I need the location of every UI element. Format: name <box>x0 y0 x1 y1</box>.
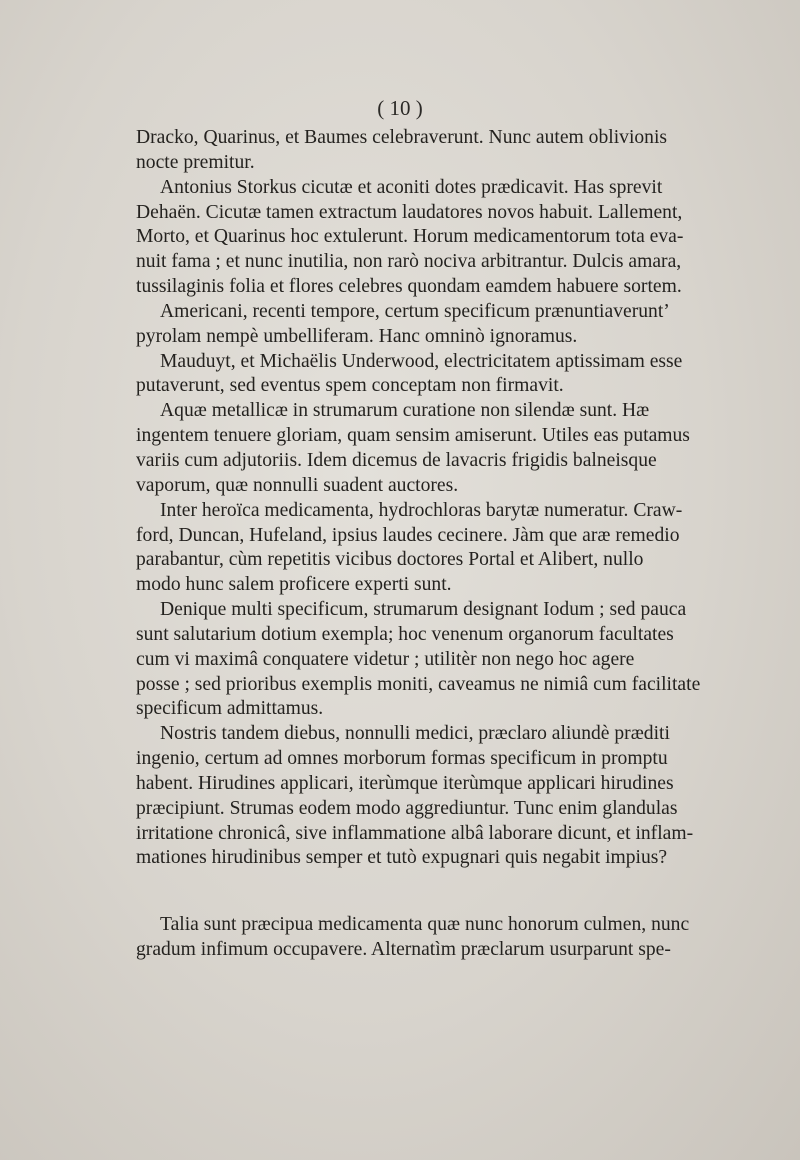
text-line: Dracko, Quarinus, et Baumes celebraverunt. Nunc autem oblivionis <box>136 127 668 148</box>
text-line: cum vi maximâ conquatere videtur ; utilitèr non nego hoc agere <box>136 648 635 670</box>
text-line: mationes hirudinibus semper et tutò expugnari quis negabit impius? <box>136 847 668 869</box>
paragraph-gap <box>136 871 772 913</box>
paragraph <box>136 722 772 871</box>
text-line: parabantur, cùm repetitis vicibus doctores Portal et Alibert, nullo <box>136 549 644 571</box>
text-line: gradum infimum occupavere. Alternatìm præclarum usurparunt spe- <box>136 939 671 961</box>
paragraph <box>136 350 772 400</box>
text-line: Dehaën. Cicutæ tamen extractum laudatores novos habuit. Lallement, <box>136 201 683 223</box>
text-line: variis cum adjutoriis. Idem dicemus de lavacris frigidis balneisque <box>136 449 657 471</box>
text-line: pyrolam nempè umbelliferam. Hanc omninò ignoramus. <box>136 325 578 347</box>
text-line: vaporum, quæ nonnulli suadent auctores. <box>136 474 459 496</box>
text-line: nocte premitur. <box>136 151 255 173</box>
text-line: nuit fama ; et nunc inutilia, non rarò nociva arbitrantur. Dulcis amara, <box>136 251 682 273</box>
text-line: ingentem tenuere gloriam, quam sensim amiserunt. Utiles eas putamus <box>136 425 690 447</box>
text-line: Antonius Storkus cicutæ et aconiti dotes prædicavit. Has sprevit <box>160 176 663 198</box>
text-line: irritatione chronicâ, sive inflammatione albâ laborare dicunt, et inflam- <box>136 822 694 844</box>
text-line: Inter heroïca medicamenta, hydrochloras barytæ numeratur. Craw- <box>160 499 683 521</box>
page-number: ( 10 ) <box>377 96 423 120</box>
text-line: Americani, recenti tempore, certum specificum prænuntiaverunt’ <box>160 300 670 322</box>
paragraph <box>136 300 772 350</box>
text-line: Mauduyt, et Michaëlis Underwood, electricitatem aptissimam esse <box>160 350 683 372</box>
text-line: Talia sunt præcipua medicamenta quæ nunc honorum culmen, nunc <box>160 914 690 936</box>
paragraph <box>136 499 772 598</box>
paragraph <box>136 126 772 176</box>
text-line: sunt salutarium dotium exempla; hoc venenum organorum facultates <box>136 623 674 645</box>
body-text <box>136 126 772 963</box>
text-line: ford, Duncan, Hufeland, ipsius laudes cecinere. Jàm que aræ remedio <box>136 524 680 546</box>
paragraph <box>136 913 772 963</box>
paragraph <box>136 598 772 722</box>
text-line: tussilaginis folia et flores celebres quondam eamdem habuere sortem. <box>136 276 682 298</box>
text-line: præcipiunt. Strumas eodem modo aggrediuntur. Tunc enim glandulas <box>136 797 678 819</box>
text-line: putaverunt, sed eventus spem conceptam non firmavit. <box>136 375 564 397</box>
text-line: posse ; sed prioribus exemplis moniti, caveamus ne nimiâ cum facilitate <box>136 673 701 695</box>
text-line: habent. Hirudines applicari, iterùmque iterùmque applicari hirudines <box>136 772 674 794</box>
text-line: specificum admittamus. <box>136 698 324 720</box>
text-line: Aquæ metallicæ in strumarum curatione non silendæ sunt. Hæ <box>160 400 650 422</box>
text-line: Denique multi specificum, strumarum designant Iodum ; sed pauca <box>160 599 687 621</box>
text-line: Morto, et Quarinus hoc extulerunt. Horum medicamentorum tota eva- <box>136 226 684 248</box>
paragraph <box>136 176 772 300</box>
text-line: Nostris tandem diebus, nonnulli medici, præclaro aliundè præditi <box>160 723 670 745</box>
text-line: ingenio, certum ad omnes morborum formas specificum in promptu <box>136 748 668 770</box>
text-line: modo hunc salem proficere experti sunt. <box>136 574 452 596</box>
paragraph <box>136 399 772 498</box>
